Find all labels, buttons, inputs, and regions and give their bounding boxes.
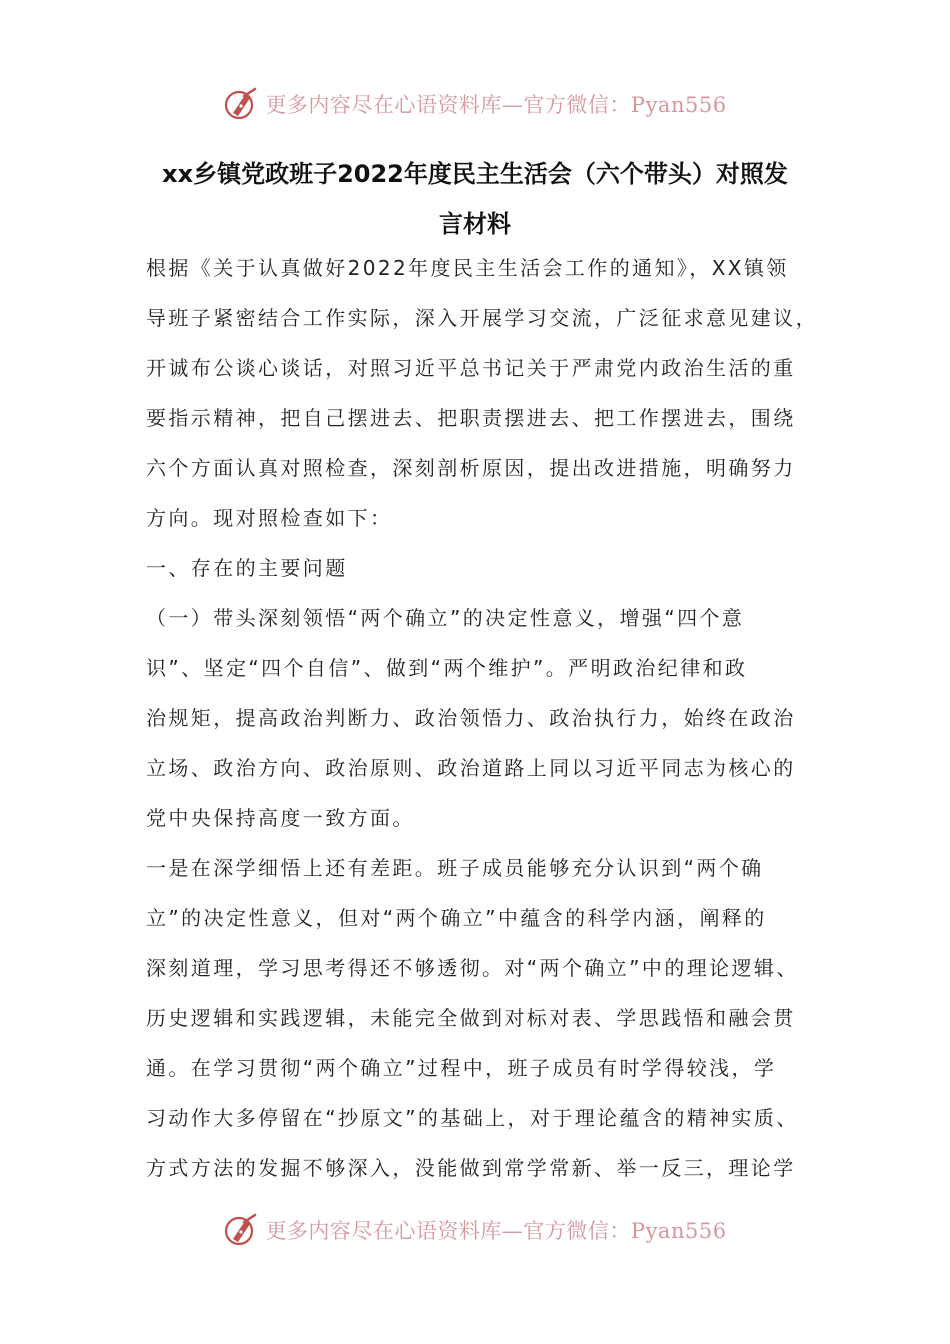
footer-watermark xyxy=(0,1210,950,1250)
watermark-text: 更多内容尽在心语资料库—官方微信：Pyan556 xyxy=(265,1219,727,1243)
body-line: 方向。现对照检查如下： xyxy=(146,506,393,530)
body-line: 党中央保持高度一致方面。 xyxy=(146,806,415,830)
pen-nib-circle-icon xyxy=(223,86,259,122)
body-line: 一是在深学细悟上还有差距。班子成员能够充分认识到“两个确 xyxy=(146,856,764,880)
body-line: 历史逻辑和实践逻辑，未能完全做到对标对表、学思践悟和融会贯 xyxy=(146,1006,796,1030)
body-line: 立场、政治方向、政治原则、政治道路上同以习近平同志为核心的 xyxy=(146,756,796,780)
document-title-line-1: xx乡镇党政班子2022年度民主生活会（六个带头）对照发 xyxy=(162,160,788,188)
body-line: （一）带头深刻领悟“两个确立”的决定性意义，增强“四个意 xyxy=(146,606,745,630)
body-line: 要指示精神，把自己摆进去、把职责摆进去、把工作摆进去，围绕 xyxy=(146,406,796,430)
header-watermark xyxy=(0,84,950,124)
body-line: 六个方面认真对照检查，深刻剖析原因，提出改进措施，明确努力 xyxy=(146,456,796,480)
body-line: 识”、坚定“四个自信”、做到“两个维护”。严明政治纪律和政 xyxy=(146,656,748,680)
body-line: 立”的决定性意义，但对“两个确立”中蕴含的科学内涵，阐释的 xyxy=(146,906,767,930)
body-line: 治规矩，提高政治判断力、政治领悟力、政治执行力，始终在政治 xyxy=(146,706,796,730)
pen-nib-circle-icon xyxy=(223,1212,259,1248)
body-line: 习动作大多停留在“抄原文”的基础上，对于理论蕴含的精神实质、 xyxy=(146,1106,799,1130)
section-heading: 一、存在的主要问题 xyxy=(146,556,348,580)
watermark-text: 更多内容尽在心语资料库—官方微信：Pyan556 xyxy=(265,93,727,117)
body-line: 深刻道理，学习思考得还不够透彻。对“两个确立”中的理论逻辑、 xyxy=(146,956,799,980)
body-line: 导班子紧密结合工作实际，深入开展学习交流，广泛征求意见建议， xyxy=(146,306,818,330)
body-line: 开诚布公谈心谈话，对照习近平总书记关于严肃党内政治生活的重 xyxy=(146,356,796,380)
body-line: 方式方法的发掘不够深入，没能做到常学常新、举一反三，理论学 xyxy=(146,1156,796,1180)
body-line: 通。在学习贯彻“两个确立”过程中，班子成员有时学得较浅，学 xyxy=(146,1056,777,1080)
document-title-line-2: 言材料 xyxy=(439,210,511,238)
body-line: 根据《关于认真做好2022年度民主生活会工作的通知》，XX镇领 xyxy=(146,256,789,280)
